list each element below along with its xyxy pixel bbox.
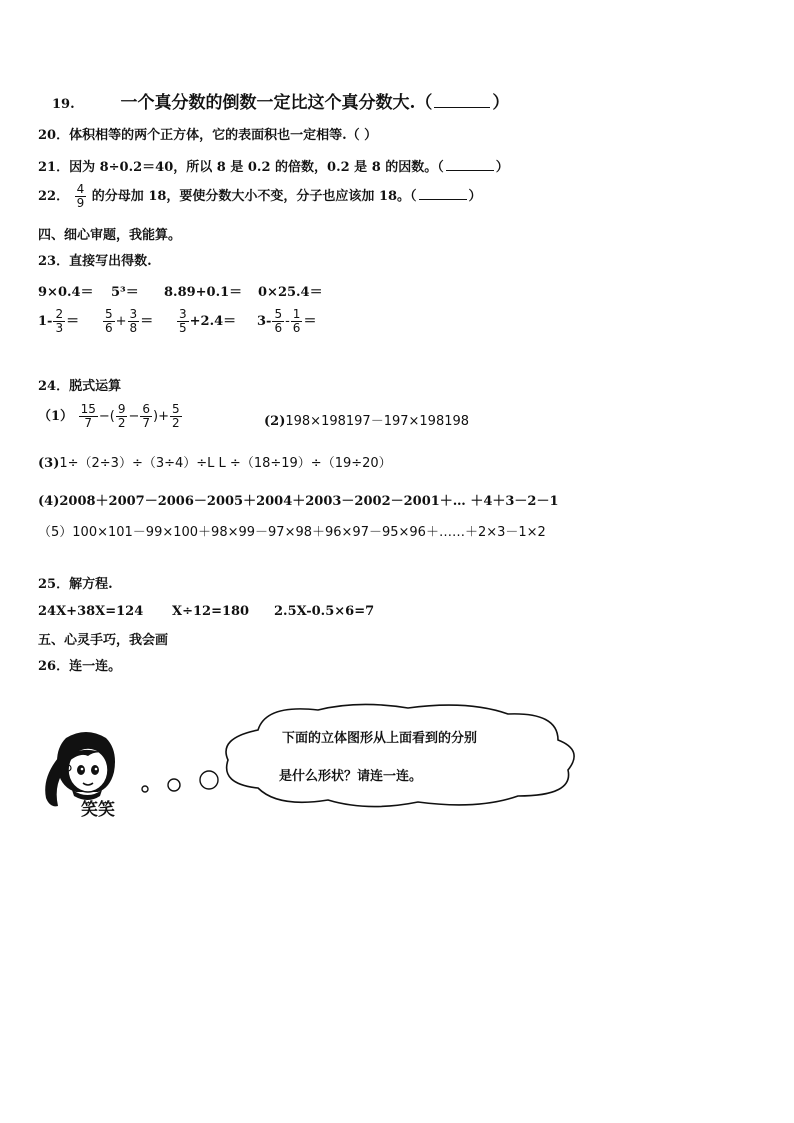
- cloud-text-line-1: 下面的立体图形从上面看到的分别: [282, 731, 478, 746]
- question-text: 的分母加 18，要使分数大小不变，分子也应该加 18。（: [91, 189, 417, 204]
- equation: 2.5X-0.5×6=7: [274, 604, 375, 619]
- question-text: 21．因为 8÷0.2＝40，所以 8 是 0.2 的倍数，0.2 是 8 的因数。（: [38, 160, 444, 175]
- answer-blank[interactable]: [434, 95, 490, 108]
- fraction: $\frac{4}{9}$: [76, 182, 85, 210]
- calc-item: 9×0.4＝: [38, 285, 94, 300]
- calc-item: 8.89+0.1＝: [164, 285, 243, 300]
- answer-blank[interactable]: [419, 187, 467, 200]
- section-heading: 四、细心审题，我能算。: [38, 228, 182, 243]
- answer-blank[interactable]: [446, 158, 494, 171]
- question-20: [38, 124, 377, 143]
- question-21: 21．因为 8÷0.2＝40，所以 8 是 0.2 的倍数，0.2 是 8 的因数。（ ）: [38, 160, 509, 175]
- q24-part-3: (3)1÷（2÷3）÷（3÷4）÷L L ÷（18÷19）÷（19÷20）: [38, 456, 392, 471]
- question-text: 一个真分数的倒数一定比这个真分数大.（: [120, 93, 433, 113]
- question-23-title: 23．直接写出得数.: [38, 254, 152, 269]
- question-text: 20．体积相等的两个正方体，它的表面积也一定相等.（ ）: [38, 128, 378, 143]
- calc-item: 5³＝: [111, 285, 139, 300]
- q24-part-5: （5）100×101－99×100＋98×99－97×98＋96×97－95×96＋……＋2×3－1×2: [38, 525, 546, 540]
- question-25-title: 25．解方程.: [38, 577, 113, 592]
- calc-item: $\frac{3}{5}$ +2.4＝: [179, 307, 237, 335]
- question-26-title: 26．连一连。: [38, 659, 122, 674]
- cloud-text-line-2: 是什么形状？请连一连。: [279, 769, 423, 784]
- q24-part-1: （1） $\frac{15}{7}$ −( $\frac{9}{2}$ − $\frac{6}{7}$ )+ $\frac{5}{2}$: [38, 402, 180, 430]
- equation: X÷12=180: [172, 604, 250, 619]
- cloud-bubble: [218, 700, 586, 812]
- calc-item: 3- $\frac{5}{6}$ - $\frac{1}{6}$ ＝: [257, 307, 317, 335]
- question-22: 22． $\frac{4}{9}$ 的分母加 18，要使分数大小不变，分子也应该加 18。（ ）: [38, 182, 482, 210]
- question-number: 19.: [52, 97, 75, 112]
- question-19: 19. 一个真分数的倒数一定比这个真分数大.（ ）: [52, 93, 510, 113]
- equation: 24X+38X=124: [38, 604, 144, 619]
- calc-item: $\frac{5}{6}$ + $\frac{3}{8}$ ＝: [105, 307, 154, 335]
- girl-caption: 笑笑: [81, 800, 115, 820]
- section-heading: 五、心灵手巧，我会画: [38, 633, 169, 648]
- calc-item: 1- $\frac{2}{3}$ ＝: [38, 307, 80, 335]
- q24-part-2: (2)198×198197－197×198198: [264, 414, 470, 429]
- question-24-title: 24．脱式运算: [38, 379, 122, 394]
- calc-item: 0×25.4＝: [258, 285, 323, 300]
- thought-dots-icon: [136, 764, 226, 796]
- q24-part-4: (4)2008＋2007－2006－2005＋2004＋2003－2002－2001＋… ＋4＋3－2－1: [38, 494, 559, 509]
